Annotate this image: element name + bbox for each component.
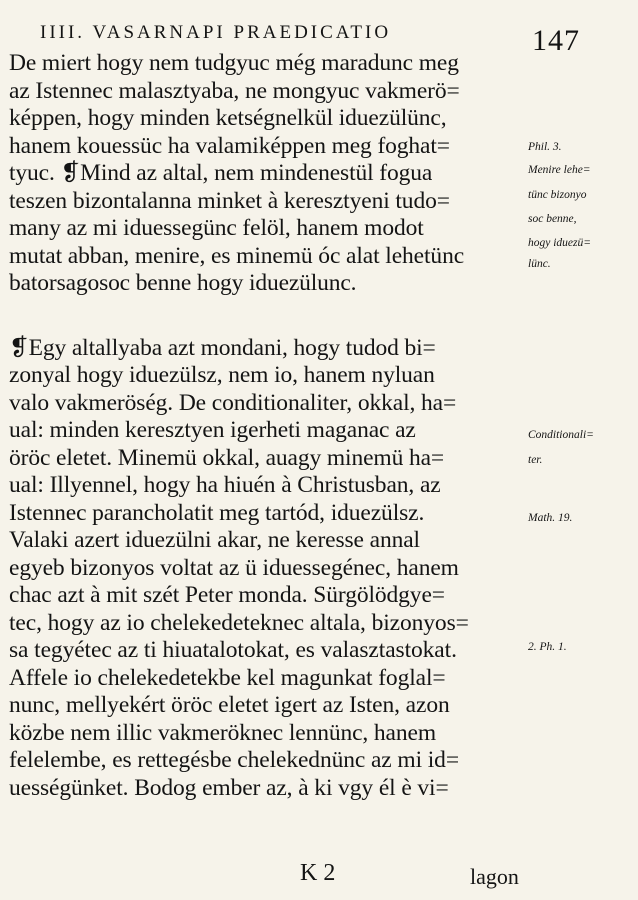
margin-note-menire-3: soc benne,	[528, 213, 577, 225]
text-line: De miert hogy nem tudgyuc még maradunc meg	[9, 50, 459, 76]
text-line: tyuc. ❡Mind az altal, nem mindenestül fogua	[9, 160, 433, 186]
margin-note-menire-5: lünc.	[528, 258, 551, 270]
margin-note-menire-2: tünc bizonyo	[528, 189, 587, 201]
margin-note-conditionaliter-2: ter.	[528, 454, 543, 466]
text-line: hanem kouessüc ha valamiképpen meg foghat=	[9, 132, 450, 159]
margin-note-menire-1: Menire lehe=	[528, 164, 591, 176]
text-line: valo vakmeröség. De conditionaliter, okkal, ha=	[9, 389, 457, 416]
margin-note-petr: 2. Ph. 1.	[528, 641, 567, 653]
text-line: batorsagosoc benne hogy iduezülunc.	[9, 270, 357, 296]
text-line: sa tegyétec az ti hiuatalotokat, es valasztastokat.	[9, 637, 457, 663]
text-line: közbe nem illic vakmeröknec lennünc, hanem	[9, 719, 436, 746]
paragraph-gap	[9, 298, 529, 335]
text-line: öröc eletet. Minemü okkal, auagy minemü ha=	[9, 444, 445, 471]
paragraph-1	[9, 50, 529, 298]
body-text	[9, 50, 529, 802]
text-line: Valaki azert iduezülni akar, ne keresse annal	[9, 527, 420, 553]
margin-note-menire-4: hogy iduezü=	[528, 237, 592, 249]
text-line: tec, hogy az io chelekedeteknec altala, bizonyos=	[9, 609, 469, 636]
text-line: ual: Illyennel, hogy ha hiuén à Christusban, az	[9, 472, 441, 498]
text-line: Istennec parancholatit meg tartód, iduezülsz.	[9, 499, 425, 526]
text-line: az Istennec malasztyaba, ne mongyuc vakmerö=	[9, 77, 460, 104]
margin-note-math: Math. 19.	[528, 512, 573, 524]
text-line: ual: minden keresztyen igerheti maganac az	[9, 417, 416, 443]
signature-mark: K 2	[300, 860, 336, 886]
text-line: nunc, mellyekért öröc eletet igert az Isten, azon	[9, 692, 450, 718]
text-line: ❡Egy altallyaba azt mondani, hogy tudod bi=	[9, 334, 436, 361]
page-number: 147	[532, 24, 580, 57]
text-line: Affele io chelekedetekbe kel magunkat foglal=	[9, 664, 446, 691]
margin-note-phil: Phil. 3.	[528, 141, 562, 153]
text-line: egyeb bizonyos voltat az ü iduessegénec, hanem	[9, 554, 459, 581]
text-line: képpen, hogy minden ketségnelkül iduezülünc,	[9, 105, 447, 131]
text-line: many az mi iduessegünc felöl, hanem modot	[9, 215, 424, 241]
text-line: zonyal hogy iduezülsz, nem io, hanem nyluan	[9, 362, 435, 388]
text-line: felelembe, es rettegésbe chelekednünc az mi id=	[9, 747, 459, 773]
catchword: lagon	[470, 864, 519, 889]
text-line: teszen bizontalanna minket à keresztyeni tudo=	[9, 187, 450, 214]
running-head: IIII. VASARNAPI PRAEDICATIO	[40, 22, 392, 43]
text-line: uességünket. Bodog ember az, à ki vgy él è vi=	[9, 774, 449, 801]
margin-note-conditionaliter-1: Conditionali=	[528, 429, 594, 441]
text-line: mutat abban, menire, es minemü óc alat lehetünc	[9, 242, 465, 269]
paragraph-2	[9, 335, 529, 803]
text-line: chac azt à mit szét Peter monda. Sürgölödgye=	[9, 582, 445, 608]
